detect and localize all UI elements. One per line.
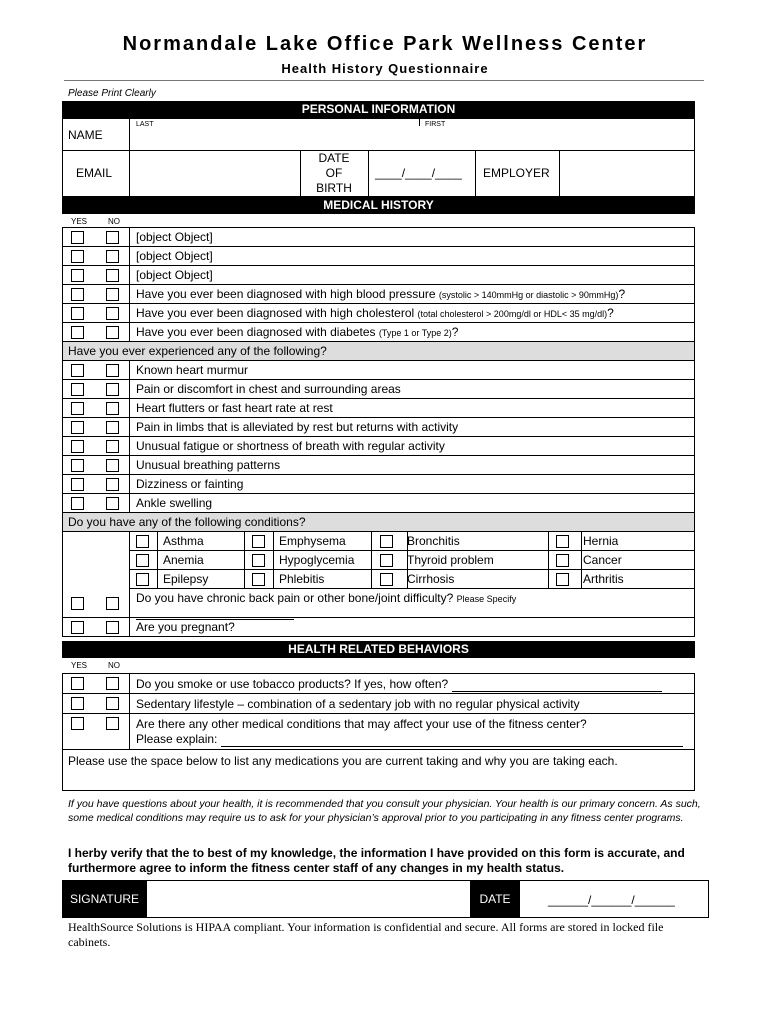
question-mark: ? <box>618 287 626 301</box>
conditions-header: Do you have any of the following conditions? <box>68 515 306 529</box>
yes-checkbox[interactable] <box>71 621 84 634</box>
pregnant-row <box>62 618 695 637</box>
email-input[interactable] <box>132 152 297 194</box>
yes-checkbox[interactable] <box>71 383 84 396</box>
explain-field[interactable] <box>221 732 683 747</box>
no-checkbox[interactable] <box>106 250 119 263</box>
yes-checkbox[interactable] <box>71 497 84 510</box>
condition-label: Anemia <box>163 553 204 567</box>
condition-label: Hypoglycemia <box>279 553 355 567</box>
medical-question-row <box>62 285 695 304</box>
medical-question-row <box>62 266 695 285</box>
yes-checkbox[interactable] <box>71 677 84 690</box>
no-checkbox[interactable] <box>106 597 119 610</box>
other-conditions-question: Are there any other medical conditions that may affect your use of the fitness center? <box>136 717 587 731</box>
condition-label: Hernia <box>583 534 619 548</box>
question-note: (systolic > 140mmHg or diastolic > 90mmHg) <box>438 290 619 300</box>
no-checkbox[interactable] <box>106 621 119 634</box>
question-text: [object Object] <box>136 230 213 244</box>
question-text: Are you pregnant? <box>136 620 235 634</box>
yes-checkbox[interactable] <box>71 717 84 730</box>
condition-checkbox[interactable] <box>136 573 149 586</box>
last-label: LAST <box>136 121 154 128</box>
question-text: Known heart murmur <box>136 363 249 377</box>
medical-history-bar: MEDICAL HISTORY <box>62 197 695 214</box>
email-label: EMAIL <box>76 166 113 180</box>
yes-checkbox[interactable] <box>71 421 84 434</box>
yes-checkbox[interactable] <box>71 231 84 244</box>
condition-label: Thyroid problem <box>407 553 494 567</box>
date-field[interactable]: ______/______/______ <box>548 893 675 907</box>
employer-label: EMPLOYER <box>483 166 550 180</box>
smoke-answer-field[interactable] <box>452 677 662 692</box>
yes-checkbox[interactable] <box>71 269 84 282</box>
condition-checkbox[interactable] <box>380 535 393 548</box>
yes-checkbox[interactable] <box>71 459 84 472</box>
question-text: Heart flutters or fast heart rate at rest <box>136 401 333 415</box>
condition-checkbox[interactable] <box>380 573 393 586</box>
physician-advice: If you have questions about your health, it is recommended that you consult your physician. Your health is our primary concern. As such, some medical conditions may require us to ask for your physician’s approval prior to you participating in any fitness center programs. <box>68 798 701 824</box>
yes-checkbox[interactable] <box>71 364 84 377</box>
yes-checkbox[interactable] <box>71 697 84 710</box>
hipaa-notice: HealthSource Solutions is HIPAA compliant. Your information is confidential and secure. All forms are stored in locked file cabinets. <box>68 920 664 949</box>
question-text: Dizziness or fainting <box>136 477 244 491</box>
condition-checkbox[interactable] <box>252 535 265 548</box>
signature-label: SIGNATURE <box>62 880 147 918</box>
question-text: Unusual breathing patterns <box>136 458 281 472</box>
experienced-header: Have you ever experienced any of the following? <box>68 344 327 358</box>
condition-label: Epilepsy <box>163 572 209 586</box>
question-text: [object Object] <box>136 268 213 282</box>
condition-label: Cirrhosis <box>407 572 455 586</box>
no-checkbox[interactable] <box>106 677 119 690</box>
yes-header: YES <box>71 217 88 226</box>
condition-label: Bronchitis <box>407 534 460 548</box>
yes-checkbox[interactable] <box>71 288 84 301</box>
condition-checkbox[interactable] <box>252 554 265 567</box>
symptom-row <box>62 399 695 418</box>
medical-question-row <box>62 304 695 323</box>
no-checkbox[interactable] <box>106 231 119 244</box>
yes-checkbox[interactable] <box>71 326 84 339</box>
no-checkbox[interactable] <box>106 697 119 710</box>
question-text: Ankle swelling <box>136 496 213 510</box>
no-checkbox[interactable] <box>106 326 119 339</box>
behaviors-bar: HEALTH RELATED BEHAVIORS <box>62 641 695 658</box>
back-pain-question: Do you have chronic back pain or other bone/joint difficulty? <box>136 591 454 605</box>
yes-checkbox[interactable] <box>71 402 84 415</box>
condition-checkbox[interactable] <box>380 554 393 567</box>
condition-checkbox[interactable] <box>556 573 569 586</box>
no-checkbox[interactable] <box>106 421 119 434</box>
no-checkbox[interactable] <box>106 307 119 320</box>
conditions-header-row <box>62 513 695 532</box>
question-mark: ? <box>607 306 614 320</box>
condition-checkbox[interactable] <box>136 535 149 548</box>
print-clearly-note: Please Print Clearly <box>68 88 156 99</box>
condition-label: Emphysema <box>279 534 346 548</box>
symptom-row <box>62 361 695 380</box>
symptom-row <box>62 456 695 475</box>
no-checkbox[interactable] <box>106 459 119 472</box>
attestation: I herby verify that the to best of my knowledge, the information I have provided on this form is accurate, and furthermore agree to inform the fitness center staff of any changes in my health status. <box>68 846 685 875</box>
yes-checkbox[interactable] <box>71 597 84 610</box>
yes-checkbox[interactable] <box>71 307 84 320</box>
title-divider <box>64 80 704 81</box>
no-checkbox[interactable] <box>106 440 119 453</box>
question-mark: ? <box>451 325 459 339</box>
symptom-row <box>62 380 695 399</box>
question-text: Unusual fatigue or shortness of breath with regular activity <box>136 439 445 453</box>
no-checkbox[interactable] <box>106 364 119 377</box>
sedentary-row <box>62 694 695 714</box>
smoke-row <box>62 674 695 694</box>
conditions-grid <box>0 532 770 589</box>
question-text: Pain or discomfort in chest and surrounding areas <box>136 382 401 396</box>
form-title: Normandale Lake Office Park Wellness Center <box>122 33 648 55</box>
employer-input[interactable] <box>562 152 692 194</box>
condition-label: Asthma <box>163 534 204 548</box>
no-checkbox[interactable] <box>106 288 119 301</box>
question-note: (Type 1 or Type 2) <box>378 328 452 338</box>
no-checkbox[interactable] <box>106 478 119 491</box>
name-input[interactable] <box>132 127 692 149</box>
no-checkbox[interactable] <box>106 383 119 396</box>
condition-checkbox[interactable] <box>556 554 569 567</box>
specify-note: Please Specify <box>456 594 517 604</box>
sedentary-question: Sedentary lifestyle – combination of a sedentary job with no regular physical activity <box>136 697 580 711</box>
symptom-row <box>62 418 695 437</box>
yes-checkbox[interactable] <box>71 478 84 491</box>
condition-checkbox[interactable] <box>252 573 265 586</box>
dob-input[interactable]: ____/____/____ <box>375 166 462 180</box>
form-subtitle: Health History Questionnaire <box>281 61 489 76</box>
no-header: NO <box>108 217 120 226</box>
medical-question-row <box>62 247 695 266</box>
condition-checkbox[interactable] <box>136 554 149 567</box>
question-text: Pain in limbs that is alleviated by rest but returns with activity <box>136 420 459 434</box>
no-checkbox[interactable] <box>106 269 119 282</box>
question-text: Have you ever been diagnosed with high blood pressure <box>136 287 439 301</box>
question-note: (total cholesterol > 200mg/dl or HDL< 35 mg/dl) <box>417 309 608 319</box>
no-checkbox[interactable] <box>106 402 119 415</box>
question-text: Have you ever been diagnosed with diabetes <box>136 325 379 339</box>
medical-question-row <box>62 228 695 247</box>
medications-prompt: Please use the space below to list any medications you are current taking and why you are taking each. <box>68 754 618 768</box>
question-text: Have you ever been diagnosed with high cholesterol <box>136 306 418 320</box>
no-header-behaviors: NO <box>108 661 120 670</box>
symptom-row <box>62 437 695 456</box>
name-label: NAME <box>68 128 103 142</box>
smoke-question: Do you smoke or use tobacco products? If yes, how often? <box>136 677 449 691</box>
back-pain-row <box>62 589 695 618</box>
other-conditions-row <box>62 714 695 750</box>
condition-label: Phlebitis <box>279 572 325 586</box>
explain-label: Please explain: <box>136 732 218 746</box>
experienced-header-row <box>62 342 695 361</box>
yes-header-behaviors: YES <box>71 661 88 670</box>
dob-label: DATE OF BIRTH <box>316 151 352 195</box>
question-text: [object Object] <box>136 249 213 263</box>
yes-checkbox[interactable] <box>71 250 84 263</box>
first-label: FIRST <box>425 121 446 128</box>
medical-question-row <box>62 323 695 342</box>
condition-checkbox[interactable] <box>556 535 569 548</box>
condition-label: Cancer <box>583 553 622 567</box>
no-checkbox[interactable] <box>106 717 119 730</box>
signature-field[interactable] <box>150 882 468 916</box>
personal-info-bar: PERSONAL INFORMATION <box>62 101 695 118</box>
symptom-row <box>62 475 695 494</box>
symptom-row <box>62 494 695 513</box>
date-label: DATE <box>470 880 520 918</box>
condition-label: Arthritis <box>583 572 624 586</box>
no-checkbox[interactable] <box>106 497 119 510</box>
yes-checkbox[interactable] <box>71 440 84 453</box>
